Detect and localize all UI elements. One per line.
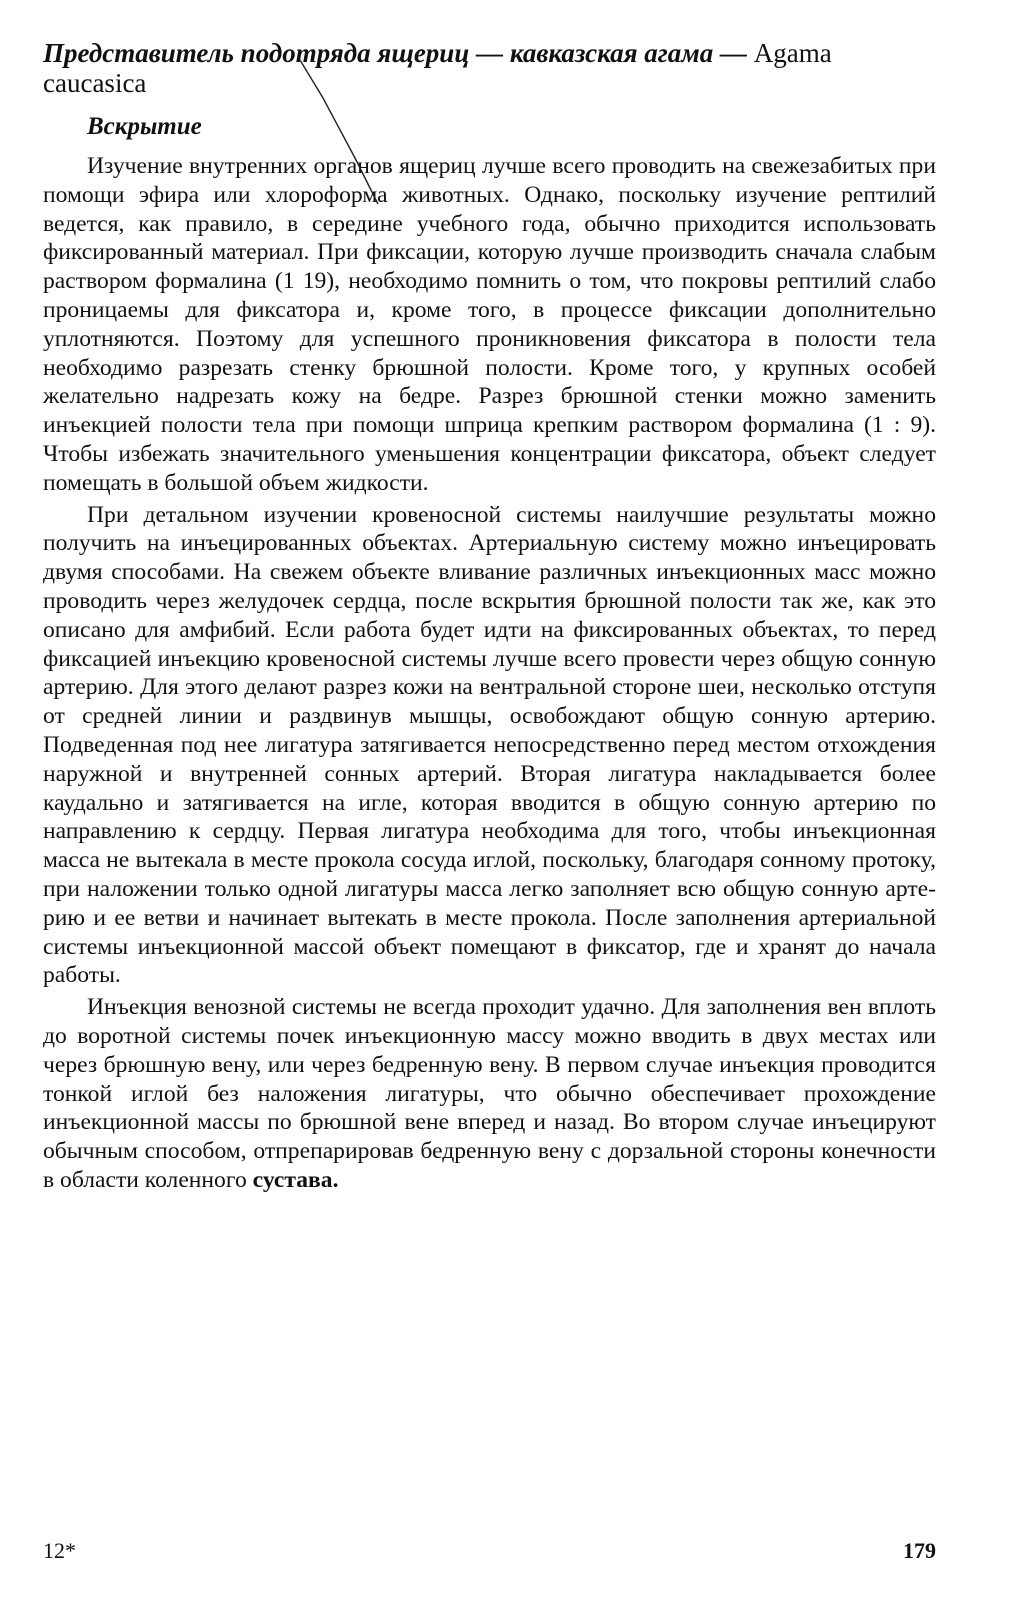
paragraph-3 — [43, 993, 936, 1195]
paragraph-3-last-word: сустава. — [252, 1166, 339, 1193]
heading-title-ru: Представитель подотряда ящериц — кавказская агама — — [43, 38, 747, 68]
signature-mark: 12* — [43, 1538, 76, 1563]
paragraph-2: При детальном изучении кровеносной системы наилучшие результаты можно получить на инъецированных объектах. Артериальную систему можно инъецировать двумя способами. На свежем объекте вливание различных инъекционных масс можно проводить через желудочек сердца, после вскрытия брюшной полости так же, как это описано для амфибий. Если работа будет идти на фиксированных объектах, то перед фиксацией инъекцию кровеносной системы лучше всего провести через общую сонную артерию. Для этого делают разрез кожи на вентральной стороне шеи, несколько отступя от средней линии и раздвинув мышцы, освобождают общую сонную артерию. Подведенная под нее лигатура затягивается непосредственно перед местом отхождения наружной и внутренней сонных артерий. Вторая лигатура накладывается более каудально и затягивается на игле, которая вводится в общую сонную артерию по направлению к сердцу. Первая лигатура необходима для того, чтобы инъекционная масса не вытекала в месте прокола сосуда иглой, поскольку, благодаря сонному протоку, при наложении только одной лигатуры масса легко заполняет всю общую сонную артерию и ее ветви и начинает вытекать в месте прокола. После заполнения артериальной системы инъекционной массой объект помещают в фиксатор, где и хранят до начала работы. — [43, 501, 936, 989]
paragraph-1: Изучение внутренних органов ящериц лучше всего проводить на свежезабитых при помощи эфира или хлороформа животных. Однако, поскольку изучение рептилий ведется, как правило, в середине учебного года, обычно приходится использовать фиксированный материал. При фиксации, которую лучше производить сначала слабым раствором формалина (1 19), необходимо помнить о том, что покровы рептилий слабо проницаемы для фиксатора и, кроме того, в процессе фиксации дополнительно уплотняются. Поэтому для успешного проникновения фиксатора в полости тела необходимо разрезать стенку брюшной полости. Кроме того, у крупных особей желательно надрезать кожу на бедре. Разрез брюшной стенки можно заменить инъекцией полости тела при помощи шприца крепким раствором формалина (1 : 9). Чтобы избежать значительного уменьшения концентрации фиксатора, объект следует помещать в большой объем жидкости. — [43, 153, 936, 496]
section-heading — [43, 38, 936, 98]
paragraph-3-text: Инъекция венозной системы не всегда проходит удачно. Для заполнения вен вплоть до воротной системы почек инъекционную массу можно вводить в двух местах или через брюшную вену, или через бедренную вену. В первом случае инъекция проводится тонкой иглой без наложения лигатуры, что обычно обеспечивает прохождение инъекционной массы по брюшной вене вперед и назад. Во втором случае инъецируют обычным способом, отпрепарировав бедренную вену с дорзальной стороны конечности в области коленного — [43, 994, 936, 1193]
heading-title-latin: Agama caucasica — [43, 38, 832, 98]
subsection-title: Вскрытие — [87, 113, 202, 140]
page-body — [43, 38, 936, 1198]
page-footer — [43, 1538, 936, 1568]
page-number: 179 — [903, 1538, 936, 1563]
